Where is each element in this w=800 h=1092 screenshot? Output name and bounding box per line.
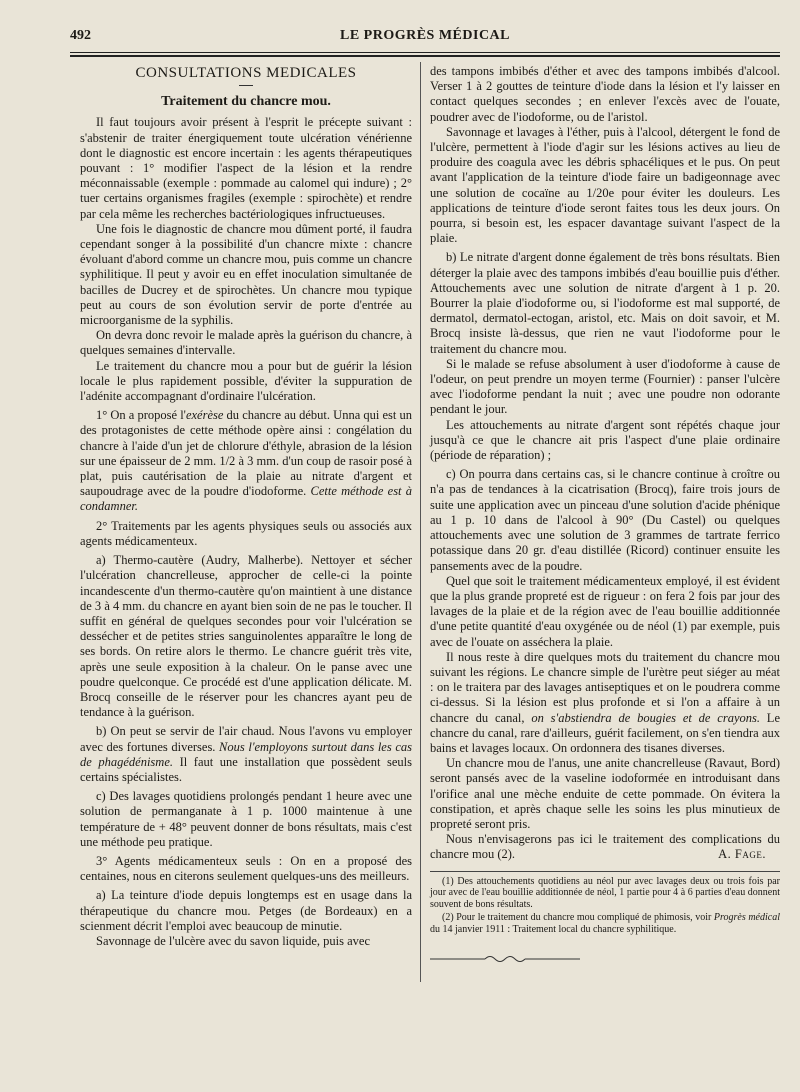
paragraph: c) Des lavages quotidiens prolongés pendant 1 heure avec une solution de permanganate à 1 p. 1000 maintenue à une température de + 48° peuvent donner de bons résultats, mais c'est une méthode peu pratique. bbox=[80, 789, 412, 849]
paragraph: Quel que soit le traitement médicamenteux employé, il est évident que la plus grande propreté est de rigueur : on fera 2 fois par jour des lavages de la plaie et de la région avec de l'eau bouillie additionnée d'une petite quantité d'eau oxygénée ou de néol (1) par exemple, puis avec de l'ouate on asséchera la plaie. bbox=[430, 573, 780, 649]
journal-title: LE PROGRÈS MÉDICAL bbox=[339, 28, 511, 43]
paragraph: a) Thermo-cautère (Audry, Malherbe). Nettoyer et sécher l'ulcération chancrelleuse, approcher de celle-ci la pointe incandescente d'un thermo-cautère qu'on maintient à une distance de 3 à 4 mm. du chancre en ayant bien soin de ne pas le toucher. Il suffit en général de quelques secondes pour voir l'ulcération se dessécher et de petites stries sanguinolentes apparaître le long de ses bords. On retire alors le thermo. Le chancre guérit très vite, après une seule exposition à la chaleur. On le panse avec une poudre quelconque. Ce procédé est d'une application délicate. M. Brocq conseille de le réserver pour les chancres ayant peu de tendance à la guérison. bbox=[80, 553, 412, 720]
paragraph: Savonnage de l'ulcère avec du savon liquide, puis avec bbox=[96, 933, 371, 948]
author-signature: A. Fage. bbox=[718, 847, 766, 862]
paragraph: a) La teinture d'iode depuis longtemps est en usage dans la thérapeutique du chancre mou. Petges (de Bordeaux) en a scienment décrit l'emploi avec beaucoup de minutie. bbox=[80, 888, 412, 933]
paragraph: Il faut toujours avoir présent à l'esprit le précepte suivant : s'abstenir de traiter énergiquement toute ulcération vénérienne dont le diagnostic est encore incertain : les agents thérapeutiques pouvant : 1° modifier l'aspect de la lésion et la rendre méconnaissable (exemple : pommade au calomel qui indure) ; 2° tuer certains organismes fragiles (exemple : spirochète) et rendre par cela même les recherches bactériologiques infructueuses. bbox=[80, 115, 412, 221]
title-dash bbox=[239, 85, 253, 86]
paragraph-final: Nous n'envisagerons pas ici le traitement des complications du chancre mou (2). A. Fage. bbox=[430, 832, 780, 862]
paragraph: Savonnage et lavages à l'éther, puis à l'alcool, détergent le fond de l'ulcère, permettent à l'iode d'agir sur les lésions actives au lieu de produire des coagula avec les débris sphacéliques et le pus. On peut avant l'application de la teinture d'iode faire un badigeonnage avec une solution de cocaïne au 1/20e pour éviter les douleurs. Les applications de teinture d'iode seront faites tous les deux jours. On pourra, si besoin est, les espacer davantage suivant l'aspect de la plaie. bbox=[430, 124, 780, 246]
article-title: Traitement du chancre mou. bbox=[161, 94, 331, 110]
paragraph: Le traitement du chancre mou a pour but de guérir la lésion locale le plus rapidement possible, d'éviter la suppuration de l'adénite accompagnant d'ordinaire l'ulcération. bbox=[80, 358, 412, 404]
header-rule bbox=[70, 52, 780, 53]
left-column bbox=[80, 64, 412, 949]
paragraph: Les attouchements au nitrate d'argent sont répétés chaque jour jusqu'à ce que le chancre ait pris l'aspect d'une plaie ordinaire (période de réparation) ; bbox=[430, 417, 780, 463]
paragraph: 3° Agents médicamenteux seuls : On en a proposé des centaines, nous en citerons seulement quelques-uns des meilleurs. bbox=[80, 853, 412, 884]
paragraph: des tampons imbibés d'éther et avec des tampons imbibés d'alcool. Verser 1 à 2 gouttes de teinture d'iode dans la lésion et l'y laisser en contact quelques secondes ; en enlever l'excès avec de l'ouate, poudrer avec de l'iodoforme, ou de l'aristol. bbox=[430, 64, 780, 124]
footnote: (2) Pour le traitement du chancre mou compliqué de phimosis, voir Progrès médical du 14 janvier 1911 : Traitement local du chancre syphilitique. bbox=[430, 912, 780, 935]
paragraph-exerese: 1° On a proposé l'exérèse du chancre au début. Unna qui est un des protagonistes de cette méthode opère ainsi : congélation du chancre à l'aide d'un jet de chlorure d'éthyle, abrasion de la lésion sur une épaisseur de 2 mm. 1/2 à 3 mm. d'un coup de rasoir posé à plat, puis cautérisation de la plaie au nitrate d'argent et saupoudrage avec de la poudre d'iodoforme. Cette méthode est à condamner. bbox=[80, 408, 413, 514]
header-rule-double bbox=[70, 55, 780, 57]
page-header bbox=[70, 26, 780, 48]
right-column bbox=[430, 64, 780, 968]
paragraph: c) On pourra dans certains cas, si le chancre continue à croître ou n'a pas de tendances à la cicatrisation (Brocq), faire trois jours de suite une application avec un pinceau d'une solution d'acide phénique au 1 p. 10 dans de l'alcool à 90° (Du Castel) ou quelques attouchements avec une solution de 3 grammes de tartrate ferrico potassique dans 20 gr. d'eau distillée (Ricord) continuer ensuite les pansements avec de la poudre. bbox=[430, 467, 780, 573]
paragraph-air: b) On peut se servir de l'air chaud. Nous l'avons vu employer avec des fortunes diverses. Nous l'employons surtout dans les cas de phagédénisme. Il faut une installation que possèdent seuls certains spécialistes. bbox=[80, 724, 413, 784]
paragraph: Un chancre mou de l'anus, une anite chancrelleuse (Ravaut, Bord) seront pansés avec de la vaseline iodoformée en introduisant dans l'orifice anal une mèche enduite de cette pommade. On évitera la constipation, et après chaque selle les soins les plus minutieux de propreté seront pris. bbox=[430, 756, 780, 831]
section-title: CONSULTATIONS MEDICALES bbox=[135, 65, 357, 81]
paragraph: Une fois le diagnostic de chancre mou dûment porté, il faudra cependant songer à la possibilité d'un chancre mixte : chancre évoluant d'abord comme un chancre mou, puis comme un chancre syphilitique. Il peut y avoir eu en effet inoculation simultanée de bacilles de Ducrey et de spirochètes. Un chancre mou typique peut au cours de son évolution servir de porte d'entrée au microorganisme de la syphilis. bbox=[80, 221, 412, 328]
flourish-ornament bbox=[430, 954, 580, 964]
paragraph: Si le malade se refuse absolument à user d'iodoforme à cause de l'odeur, on peut prendre un moyen terme (Fournier) : panser l'ulcère avec l'iodoforme pendant la nuit ; avec une poudre non odorante pendant le jour. bbox=[430, 356, 780, 417]
page-number: 492 bbox=[70, 28, 91, 43]
paragraph: On devra donc revoir le malade après la guérison du chancre, à quelques semaines d'intervalle. bbox=[80, 328, 412, 358]
paragraph: 2° Traitements par les agents physiques seuls ou associés aux agents médicamenteux. bbox=[80, 518, 412, 548]
column-divider bbox=[420, 62, 421, 982]
paragraph-regions: Il nous reste à dire quelques mots du traitement du chancre mou suivant les régions. Le chancre simple de l'urètre peut siéger au méat : on le traitera par des lavages antiseptiques et on le poudrera comme ci-dessus. Si la lésion est plus profonde et si l'on a affaire à un chancre du canal, on s'abstiendra de bougies et de crayons. Le chancre du canal, rare d'ailleurs, guérit facilement, on s'en tiendra aux bains et lavages locaux. On ordonnera des tisanes diverses. bbox=[430, 649, 780, 755]
footnotes bbox=[430, 871, 780, 936]
paragraph: b) Le nitrate d'argent donne également de très bons résultats. Bien déterger la plaie avec des tampons imbibés d'eau bouillie puis d'éther. Attouchements avec une solution de nitrate d'argent à 1 p. 20. Bourrer la plaie d'iodoforme ou, si l'iodoforme est mal supporté, de dermatol, dermatol-ectogan, aristol, etc. Mais on doit savoir, et M. Brocq insiste là-dessus, que rien ne vaut l'iodoforme pour le traitement du chancre mou. bbox=[430, 250, 780, 356]
footnote: (1) Des attouchements quotidiens au néol pur avec lavages deux ou trois fois par jour avec de l'eau bouillie additionnée de néol, 1 partie pour 4 à 6 parties d'eau donnent souvent de bons résultats. bbox=[430, 875, 780, 910]
